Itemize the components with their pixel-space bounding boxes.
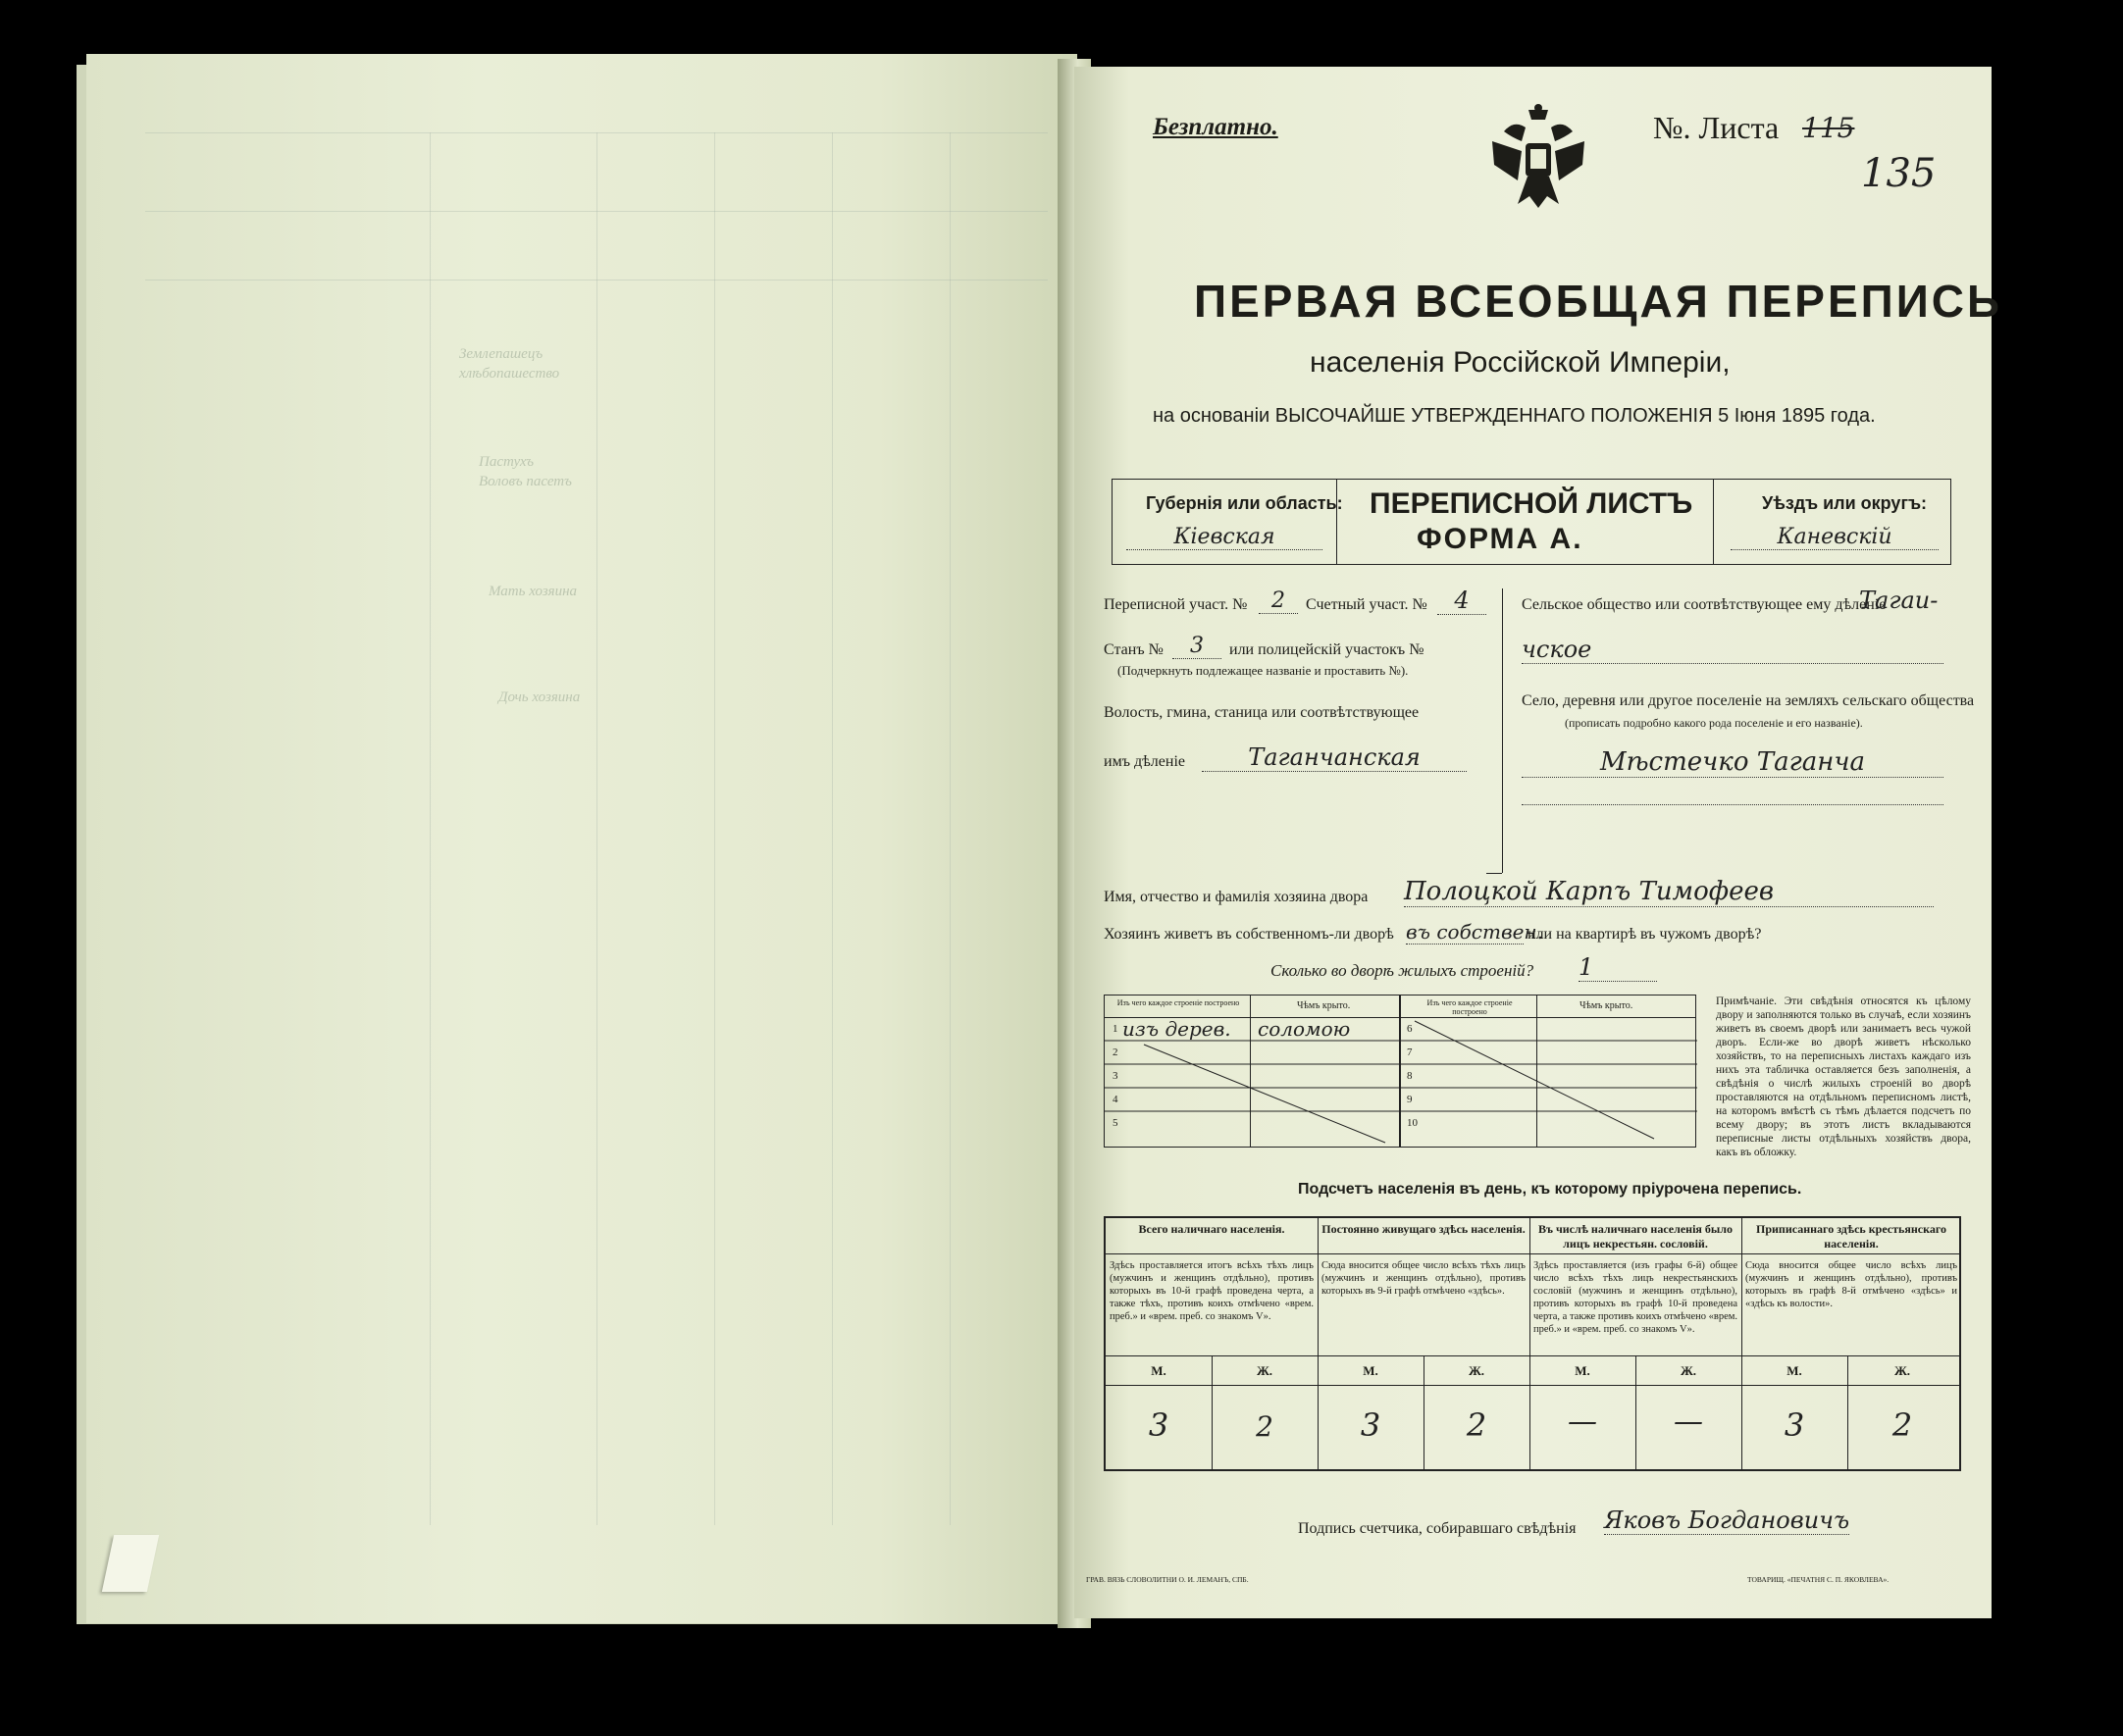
stan-label: Станъ № bbox=[1104, 641, 1164, 658]
form-basis-text: на основаніи ВЫСОЧАЙШЕ УТВЕРЖДЕННАГО ПОЛОЖЕНІЯ 5 Іюня 1895 года. bbox=[1153, 405, 1876, 427]
form-sheet-title: ПЕРЕПИСНОЙ ЛИСТЪ bbox=[1370, 487, 1693, 520]
tally-col4-desc: Сюда вносится общее число всѣхъ лицъ (мужчинъ и женщинъ отдѣльно), противъ которыхъ въ графѣ 8-й отмѣчено «здѣсь» и «здѣсь къ волости». bbox=[1745, 1260, 1957, 1309]
society-value-part2: чское bbox=[1522, 636, 1943, 664]
stan-value: 3 bbox=[1172, 634, 1221, 659]
male-label: М. bbox=[1575, 1363, 1590, 1378]
col-built-header-left: Изъ чего каждое строеніе построено bbox=[1116, 998, 1240, 1007]
col-roof-header-left: Чѣмъ крыто. bbox=[1297, 1000, 1351, 1011]
tally-col2-desc: Сюда вносится общее число всѣхъ тѣхъ лицъ (мужчинъ и женщинъ отдѣльно), противъ которыхъ въ 9-й графѣ отмѣчено «здѣсь». bbox=[1321, 1260, 1526, 1297]
signature-value: Яковъ Богдановичъ bbox=[1604, 1506, 1850, 1534]
form-title: ПЕРВАЯ ВСЕОБЩАЯ ПЕРЕПИСЬ bbox=[1194, 276, 2003, 327]
tally-col3-desc: Здѣсь проставляется (изъ графы 6-й) общее число всѣхъ тѣхъ лицъ некрестьянскихъ сословій (мужчинъ и женщинъ отдѣльно), противъ которыхъ въ графѣ 10-й проведена черта, а также противъ коихъ отмѣчено «врем. преб.» и «врем. преб. со знакомъ V». bbox=[1533, 1260, 1737, 1335]
row-number: 4 bbox=[1113, 1094, 1118, 1105]
owner-lives-label: Хозяинъ живетъ въ собственномъ-ли дворѣ bbox=[1104, 926, 1394, 943]
box-divider bbox=[1713, 480, 1714, 564]
tally-title: Подсчетъ населенія въ день, къ которому пріурочена перепись. bbox=[1298, 1181, 1802, 1198]
tally-value: 3 bbox=[1784, 1406, 1805, 1444]
tally-col4-head: Приписаннаго здѣсь крестьянскаго населенія. bbox=[1756, 1222, 1946, 1251]
uezd-label: Уѣздъ или округъ: bbox=[1762, 493, 1928, 513]
location-divider bbox=[1502, 588, 1503, 873]
tally-table bbox=[1104, 1216, 1961, 1471]
gubernia-value: Кіевская bbox=[1126, 525, 1322, 550]
census-district-value: 2 bbox=[1259, 588, 1298, 614]
buildings-count-value: 1 bbox=[1579, 953, 1657, 982]
village-extra-line bbox=[1522, 804, 1943, 805]
row-number: 5 bbox=[1113, 1117, 1118, 1129]
tally-value: — bbox=[1674, 1404, 1703, 1439]
police-district-label: или полицейскій участокъ № bbox=[1229, 641, 1424, 658]
male-label: М. bbox=[1786, 1363, 1802, 1378]
owner-lives-label-alt: или на квартирѣ въ чужомъ дворѣ? bbox=[1528, 926, 1762, 943]
free-label: Безплатно. bbox=[1153, 114, 1278, 140]
row1-roof-value: соломою bbox=[1258, 1017, 1351, 1041]
row-number: 7 bbox=[1407, 1047, 1413, 1058]
imperial-eagle-emblem bbox=[1484, 102, 1592, 220]
ghost-entry: хлѣбопашество bbox=[459, 366, 560, 382]
tally-value: 2 bbox=[1256, 1410, 1273, 1443]
imprint-left: ГРАВ. ВЯЗЬ СЛОВОЛИТНИ О. И. ЛЕМАНЪ, СПБ. bbox=[1086, 1575, 1249, 1584]
ghost-entry: Мать хозяина bbox=[489, 584, 578, 599]
female-label: Ж. bbox=[1256, 1363, 1273, 1378]
row-number: 9 bbox=[1407, 1094, 1413, 1105]
tally-col1-head: Всего наличнаго населенія. bbox=[1138, 1222, 1285, 1236]
tally-value: 3 bbox=[1148, 1406, 1169, 1444]
census-form-page bbox=[1074, 67, 2003, 1618]
tally-value: 3 bbox=[1360, 1406, 1381, 1444]
uezd-value: Каневскій bbox=[1731, 525, 1939, 550]
society-label: Сельское общество или соотвѣтствующее ему дѣленіе bbox=[1522, 596, 1887, 613]
ghost-column bbox=[950, 132, 951, 1525]
village-value: Мѣстечко Таганча bbox=[1522, 747, 1943, 778]
sheet-number-struck: 115 bbox=[1802, 112, 1855, 144]
imprint-right: ТОВАРИЩ. «ПЕЧАТНЯ С. П. ЯКОВЛЕВА». bbox=[1747, 1575, 1890, 1584]
male-label: М. bbox=[1151, 1363, 1166, 1378]
row-number: 3 bbox=[1113, 1070, 1118, 1082]
row-number: 6 bbox=[1407, 1023, 1413, 1035]
tally-value: 2 bbox=[1891, 1406, 1913, 1444]
col-roof-header-right: Чѣмъ крыто. bbox=[1579, 1000, 1633, 1011]
male-label: М. bbox=[1363, 1363, 1378, 1378]
count-district-label: Счетный участ. № bbox=[1306, 596, 1427, 613]
tally-col3-head: Въ числѣ наличнаго населенія было лицъ некрестьян. сословій. bbox=[1537, 1222, 1734, 1251]
buildings-note: Примѣчаніе. Эти свѣдѣнія относятся къ цѣлому двору и заполняются только въ случаѣ, если хозяинъ живетъ въ своемъ дворѣ или занимаетъ весь чужой дворъ. Если-же во дворѣ живетъ нѣсколько хозяйствъ, то на переписныхъ листахъ каждаго изъ нихъ эта табличка оставляется безъ заполненія, а свѣдѣнія о числѣ жилыхъ строеній во дворѣ проставляются на отдѣльномъ переписномъ листѣ, на которомъ вмѣстѣ съ тѣмъ дѣлается подсчетъ по всему двору; въ этотъ листъ вкладываются переписные листы отдѣльныхъ хозяйствъ двора, какъ въ обложку. bbox=[1716, 996, 1971, 1158]
sheet-number-handwritten: 135 bbox=[1861, 151, 1937, 196]
form-subtitle: населенія Россійской Имперіи, bbox=[1310, 346, 1731, 379]
volost-label: Волость, гмина, станица или соотвѣтствующее bbox=[1104, 704, 1420, 721]
gubernia-label: Губернія или область: bbox=[1146, 493, 1343, 513]
village-label: Село, деревня или другое поселеніе на земляхъ сельскаго общества bbox=[1522, 692, 1975, 709]
society-value-part1: Тагаи- bbox=[1859, 587, 1939, 614]
sheet-number-label: №. Листа bbox=[1653, 110, 1780, 145]
female-label: Ж. bbox=[1680, 1363, 1697, 1378]
tally-col2-head: Постоянно живущаго здѣсь населенія. bbox=[1321, 1222, 1526, 1236]
signature-label: Подпись счетчика, собиравшаго свѣдѣнія bbox=[1298, 1520, 1577, 1537]
ghost-column bbox=[832, 132, 833, 1525]
ghost-entry: Пастухъ bbox=[479, 454, 534, 470]
volost-label-continued: имъ дѣленіе bbox=[1104, 753, 1185, 770]
volost-value: Таганчанская bbox=[1202, 743, 1467, 772]
col-built-header-right: Изъ чего каждое строеніе построено bbox=[1426, 998, 1513, 1016]
ghost-entry: Воловъ пасетъ bbox=[479, 474, 572, 489]
female-label: Ж. bbox=[1893, 1363, 1911, 1378]
owner-name-label: Имя, отчество и фамилія хозяина двора bbox=[1104, 889, 1369, 905]
female-label: Ж. bbox=[1468, 1363, 1485, 1378]
ghost-column bbox=[714, 132, 715, 1525]
row-number: 2 bbox=[1113, 1047, 1118, 1058]
owner-name-value: Полоцкой Карпъ Тимофеев bbox=[1404, 877, 1934, 907]
form-type-box bbox=[1112, 479, 1951, 565]
ghost-column bbox=[596, 132, 597, 1525]
ghost-column bbox=[430, 132, 431, 1525]
strikeout-lines bbox=[1105, 1017, 1697, 1149]
count-district-value: 4 bbox=[1437, 587, 1486, 615]
row-number: 1 bbox=[1113, 1023, 1118, 1035]
tally-col1-desc: Здѣсь проставляется итогъ всѣхъ тѣхъ лицъ (мужчинъ и женщинъ отдѣльно), противъ которыхъ въ 10-й графѣ проведена черта, а также тѣхъ, противъ коихъ отмѣчено «врем. преб.» и «врем. преб. со знакомъ V». bbox=[1110, 1260, 1314, 1322]
form-type-label: ФОРМА А. bbox=[1417, 523, 1583, 555]
left-page bbox=[86, 54, 1077, 1623]
buildings-count-label: Сколько во дворѣ жилыхъ строеній? bbox=[1270, 961, 1534, 980]
village-instruction: (прописать подробно какого рода поселеніе и его названіе). bbox=[1565, 716, 1863, 730]
tally-value: 2 bbox=[1466, 1406, 1487, 1444]
census-district-label: Переписной участ. № bbox=[1104, 596, 1248, 613]
owner-lives-value: въ собствен. bbox=[1406, 920, 1543, 944]
buildings-table bbox=[1104, 995, 1696, 1148]
box-divider bbox=[1336, 480, 1337, 564]
row-number: 8 bbox=[1407, 1070, 1413, 1082]
row-number: 10 bbox=[1407, 1117, 1418, 1129]
ghost-entry: Дочь хозяина bbox=[498, 689, 581, 705]
row1-built-value: изъ дерев. bbox=[1122, 1017, 1231, 1041]
underline-instruction: (Подчеркнуть подлежащее названіе и проставить №). bbox=[1117, 663, 1409, 678]
location-divider-foot bbox=[1486, 873, 1502, 874]
ghost-entry: Землепашецъ bbox=[459, 346, 544, 362]
curled-corner bbox=[102, 1535, 159, 1592]
tally-value: — bbox=[1568, 1404, 1597, 1439]
